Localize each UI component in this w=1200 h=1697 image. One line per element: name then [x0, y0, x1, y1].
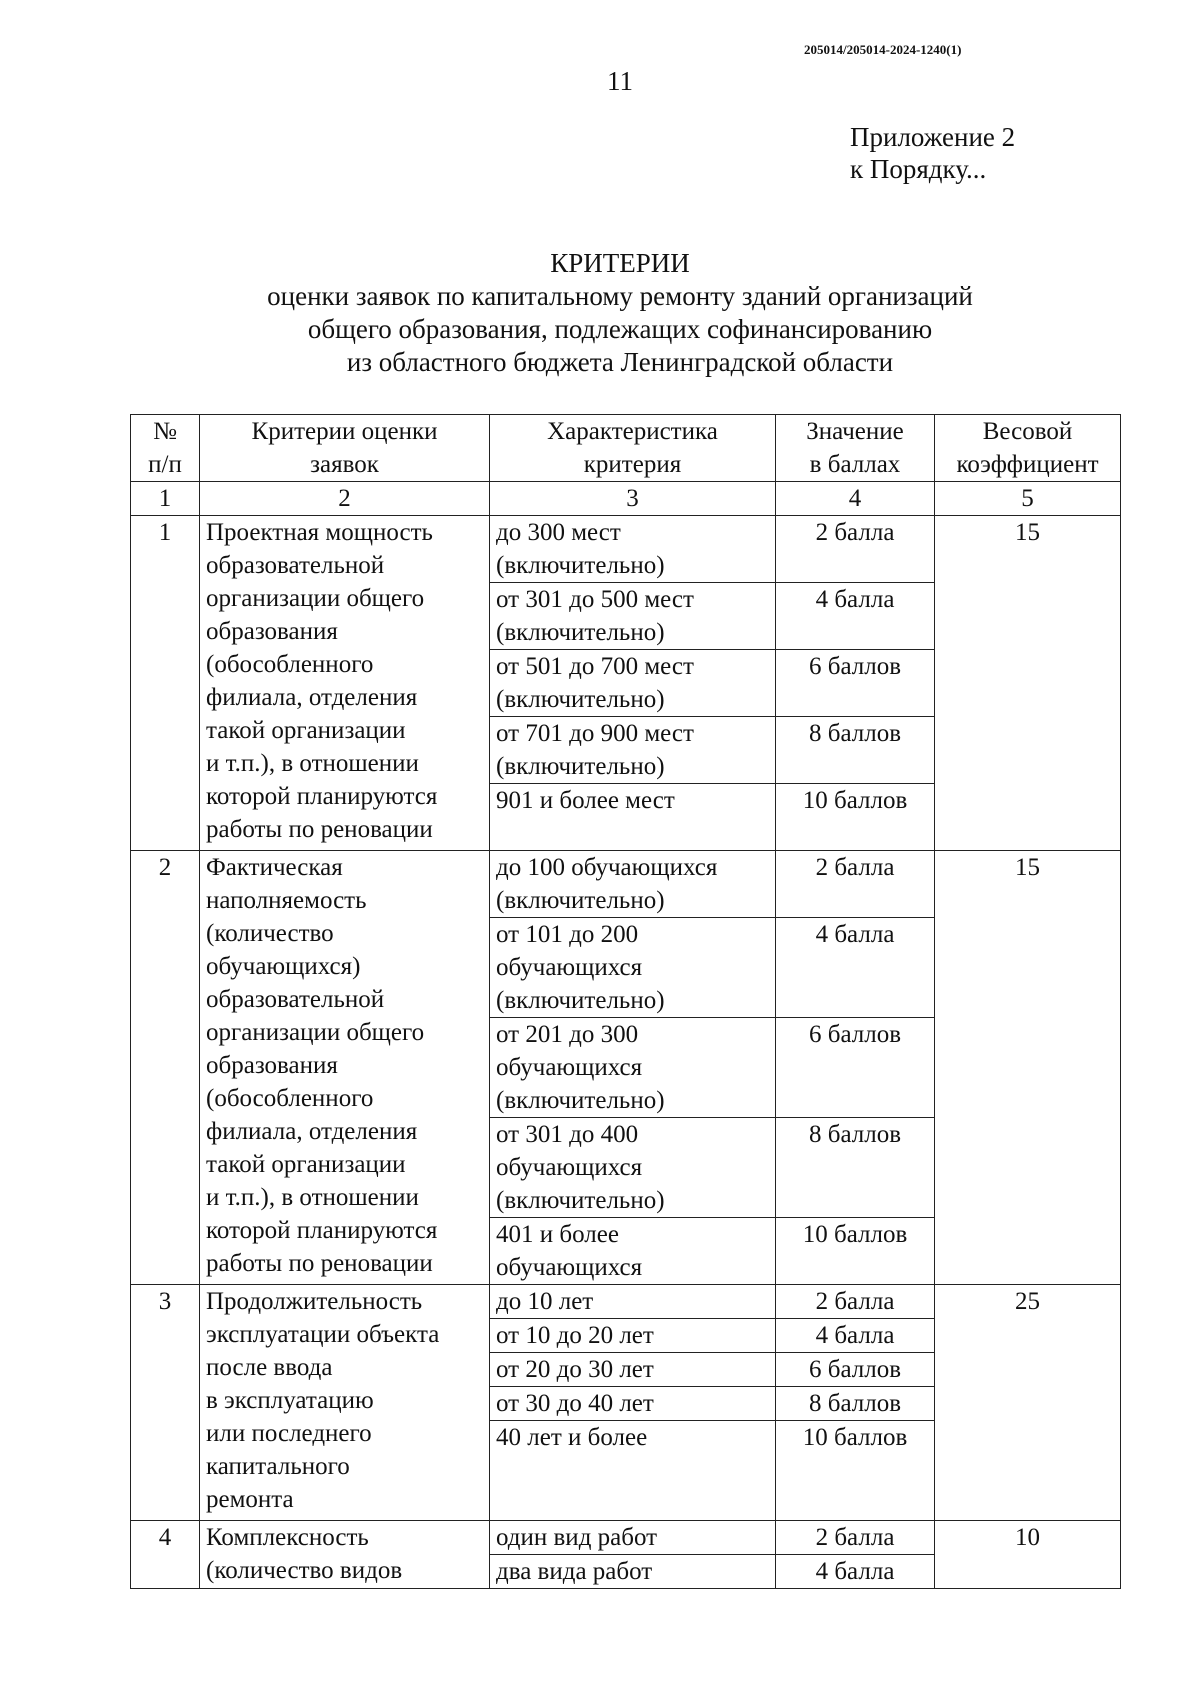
column-index: 1	[131, 482, 200, 516]
characteristic-cell: 901 и более мест	[490, 784, 776, 851]
criterion-text: Фактическая наполняемость (количество обучающихся) образовательной организации общего образования (обособленного филиала, отделения такой организации и т.п.), в отношении которой планируются работы по реновации	[200, 851, 490, 1285]
characteristic-cell: 40 лет и более	[490, 1421, 776, 1521]
header-criteria: Критерии оценки заявок	[200, 415, 490, 482]
points-cell: 10 баллов	[776, 1218, 935, 1285]
characteristic-cell: от 501 до 700 мест (включительно)	[490, 650, 776, 717]
characteristic-cell: два вида работ	[490, 1555, 776, 1589]
title-line-3: из областного бюджета Ленинградской области	[346, 347, 894, 377]
column-index-row	[131, 482, 1121, 516]
title-line-1: оценки заявок по капитальному ремонту зданий организаций	[267, 281, 973, 311]
header-num: № п/п	[131, 415, 200, 482]
characteristic-cell: один вид работ	[490, 1521, 776, 1555]
criterion-text: Проектная мощность образовательной организации общего образования (обособленного филиала, отделения такой организации и т.п.), в отношении которой планируются работы по реновации	[200, 516, 490, 851]
points-cell: 2 балла	[776, 1285, 935, 1319]
points-cell: 8 баллов	[776, 717, 935, 784]
criterion-number: 3	[131, 1285, 200, 1521]
column-index: 3	[490, 482, 776, 516]
points-cell: 10 баллов	[776, 1421, 935, 1521]
table-row	[131, 1521, 1121, 1555]
characteristic-cell: от 101 до 200 обучающихся (включительно)	[490, 918, 776, 1018]
points-cell: 2 балла	[776, 516, 935, 583]
characteristic-cell: от 20 до 30 лет	[490, 1353, 776, 1387]
header-weight: Весовой коэффициент	[935, 415, 1121, 482]
weight-cell: 25	[935, 1285, 1121, 1521]
criterion-number: 2	[131, 851, 200, 1285]
document-code: 205014/205014-2024-1240(1)	[804, 42, 962, 57]
table-header-row	[131, 415, 1121, 482]
criterion-number: 4	[131, 1521, 200, 1589]
table-row	[131, 516, 1121, 583]
weight-cell: 10	[935, 1521, 1121, 1589]
points-cell: 2 балла	[776, 851, 935, 918]
characteristic-cell: от 701 до 900 мест (включительно)	[490, 717, 776, 784]
points-cell: 2 балла	[776, 1521, 935, 1555]
characteristic-cell: от 201 до 300 обучающихся (включительно)	[490, 1018, 776, 1118]
points-cell: 4 балла	[776, 1319, 935, 1353]
characteristic-cell: от 10 до 20 лет	[490, 1319, 776, 1353]
header-points: Значение в баллах	[776, 415, 935, 482]
page-number: 11	[607, 66, 633, 96]
points-cell: 10 баллов	[776, 784, 935, 851]
document-title	[120, 247, 1120, 379]
table-row	[131, 1285, 1121, 1319]
characteristic-cell: до 100 обучающихся (включительно)	[490, 851, 776, 918]
column-index: 4	[776, 482, 935, 516]
characteristic-cell: до 300 мест (включительно)	[490, 516, 776, 583]
column-index: 5	[935, 482, 1121, 516]
table-row	[131, 851, 1121, 918]
characteristic-cell: до 10 лет	[490, 1285, 776, 1319]
criterion-text: Комплексность (количество видов	[200, 1521, 490, 1589]
points-cell: 6 баллов	[776, 1018, 935, 1118]
weight-cell: 15	[935, 851, 1121, 1285]
title-line-2: общего образования, подлежащих софинансированию	[307, 314, 933, 344]
column-index: 2	[200, 482, 490, 516]
points-cell: 4 балла	[776, 1555, 935, 1589]
appendix-note	[850, 121, 1015, 185]
points-cell: 8 баллов	[776, 1387, 935, 1421]
points-cell: 4 балла	[776, 583, 935, 650]
characteristic-cell: от 30 до 40 лет	[490, 1387, 776, 1421]
criteria-table	[130, 414, 1121, 1589]
points-cell: 8 баллов	[776, 1118, 935, 1218]
points-cell: 6 баллов	[776, 1353, 935, 1387]
points-cell: 4 балла	[776, 918, 935, 1018]
appendix-line-1: Приложение 2	[850, 122, 1016, 152]
criterion-number: 1	[131, 516, 200, 851]
points-cell: 6 баллов	[776, 650, 935, 717]
characteristic-cell: от 301 до 500 мест (включительно)	[490, 583, 776, 650]
criterion-text: Продолжительность эксплуатации объекта после ввода в эксплуатацию или последнего капитального ремонта	[200, 1285, 490, 1521]
characteristic-cell: от 301 до 400 обучающихся (включительно)	[490, 1118, 776, 1218]
weight-cell: 15	[935, 516, 1121, 851]
characteristic-cell: 401 и более обучающихся	[490, 1218, 776, 1285]
title-heading: КРИТЕРИИ	[550, 248, 690, 278]
header-characteristic: Характеристика критерия	[490, 415, 776, 482]
appendix-line-2: к Порядку...	[850, 154, 987, 184]
